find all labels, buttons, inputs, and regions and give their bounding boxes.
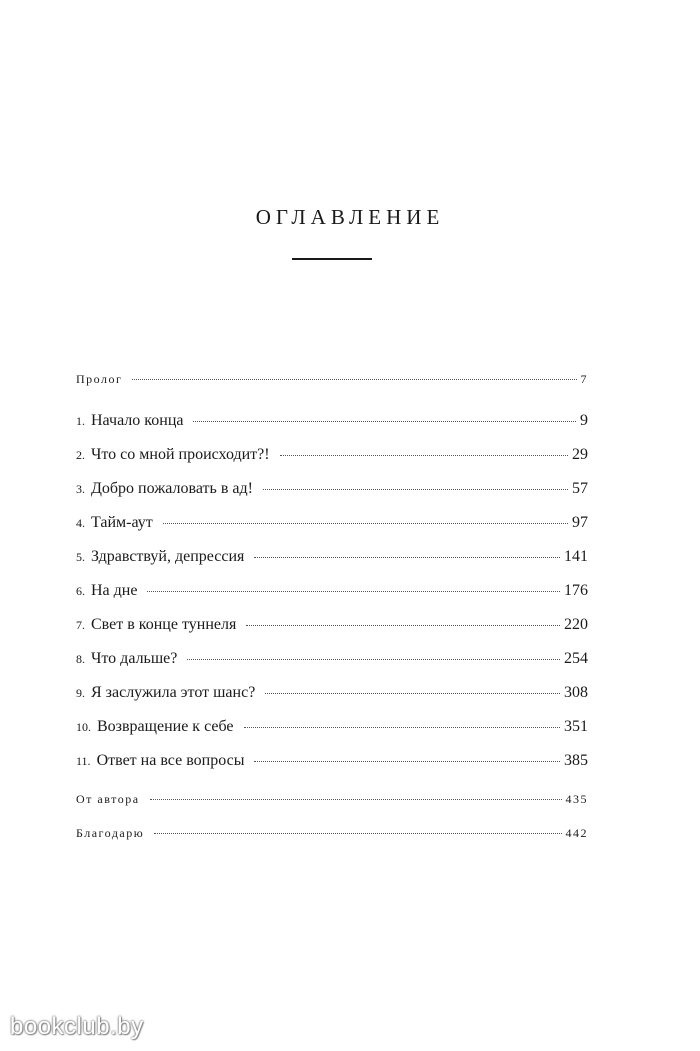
toc-entry-page: 97 xyxy=(572,514,588,531)
toc-chapter-number: 8. xyxy=(76,652,85,666)
toc-leader-dots xyxy=(246,625,560,626)
toc-leader-dots xyxy=(187,659,560,660)
toc-entry-page: 29 xyxy=(572,446,588,463)
toc-chapter-number: 7. xyxy=(76,618,85,632)
toc-entry-label: Благодарю xyxy=(76,826,145,840)
toc-chapter-number: 1. xyxy=(76,414,85,428)
toc-entry-page: 351 xyxy=(564,718,588,735)
toc-entry-page: 254 xyxy=(564,650,588,667)
site-watermark: bookclub.by xyxy=(10,1013,144,1040)
toc-entry-page: 442 xyxy=(565,826,588,840)
toc-entry-page: 141 xyxy=(564,548,588,565)
title-divider xyxy=(292,258,372,260)
toc-entry-label: Возвращение к себе xyxy=(97,718,234,735)
toc-entry-label: Тайм-аут xyxy=(91,514,153,531)
toc-leader-dots xyxy=(265,693,560,694)
toc-chapter-number: 3. xyxy=(76,482,85,496)
toc-leader-dots xyxy=(263,489,568,490)
toc-entry-chapter[interactable] xyxy=(76,514,588,548)
toc-leader-dots xyxy=(147,591,560,592)
toc-entry-label: Добро пожаловать в ад! xyxy=(91,480,253,497)
toc-entry-page: 385 xyxy=(564,752,588,769)
toc-leader-dots xyxy=(163,523,568,524)
toc-leader-dots xyxy=(154,833,561,834)
toc-leader-dots xyxy=(280,455,568,456)
toc-entry-chapter[interactable] xyxy=(76,412,588,446)
page-title: ОГЛАВЛЕНИЕ xyxy=(255,205,445,229)
toc-entry-label: Пролог xyxy=(76,372,123,386)
toc-entry-label: Свет в конце туннеля xyxy=(91,616,237,633)
toc-chapter-number: 9. xyxy=(76,686,85,700)
toc-entry-label: Начало конца xyxy=(91,412,184,429)
toc-chapter-number: 10. xyxy=(76,720,91,734)
toc-entry-acknowledgements[interactable] xyxy=(76,826,588,860)
toc-leader-dots xyxy=(132,379,576,380)
toc-entry-prologue[interactable] xyxy=(76,372,588,406)
toc-entry-page: 308 xyxy=(564,684,588,701)
toc-leader-dots xyxy=(254,557,560,558)
toc-chapter-number: 2. xyxy=(76,448,85,462)
toc-entry-label: Я заслужила этот шанс? xyxy=(91,684,256,701)
toc-chapter-number: 4. xyxy=(76,516,85,530)
toc-chapter-number: 5. xyxy=(76,550,85,564)
toc-entry-page: 435 xyxy=(565,792,588,806)
toc-entry-label: От автора xyxy=(76,792,140,806)
toc-entry-chapter[interactable] xyxy=(76,718,588,752)
toc-entry-label: На дне xyxy=(91,582,138,599)
table-of-contents xyxy=(76,372,588,860)
toc-entry-chapter[interactable] xyxy=(76,548,588,582)
toc-entry-page: 7 xyxy=(580,372,588,386)
toc-entry-label: Что со мной происходит?! xyxy=(91,446,270,463)
toc-entry-chapter[interactable] xyxy=(76,616,588,650)
toc-chapter-number: 11. xyxy=(76,754,91,768)
toc-entry-chapter[interactable] xyxy=(76,582,588,616)
toc-entry-label: Здравствуй, депрессия xyxy=(91,548,245,565)
toc-entry-label: Ответ на все вопросы xyxy=(96,752,245,769)
toc-chapter-number: 6. xyxy=(76,584,85,598)
toc-entry-page: 220 xyxy=(564,616,588,633)
toc-leader-dots xyxy=(254,761,560,762)
toc-entry-chapter[interactable] xyxy=(76,446,588,480)
toc-leader-dots xyxy=(244,727,561,728)
toc-entry-chapter[interactable] xyxy=(76,752,588,786)
toc-leader-dots xyxy=(193,421,576,422)
toc-entry-page: 9 xyxy=(580,412,588,429)
toc-entry-page: 176 xyxy=(564,582,588,599)
toc-entry-chapter[interactable] xyxy=(76,684,588,718)
toc-entry-page: 57 xyxy=(572,480,588,497)
toc-leader-dots xyxy=(150,799,562,800)
toc-entry-chapter[interactable] xyxy=(76,480,588,514)
toc-entry-label: Что дальше? xyxy=(91,650,178,667)
toc-entry-from-author[interactable] xyxy=(76,792,588,826)
toc-entry-chapter[interactable] xyxy=(76,650,588,684)
